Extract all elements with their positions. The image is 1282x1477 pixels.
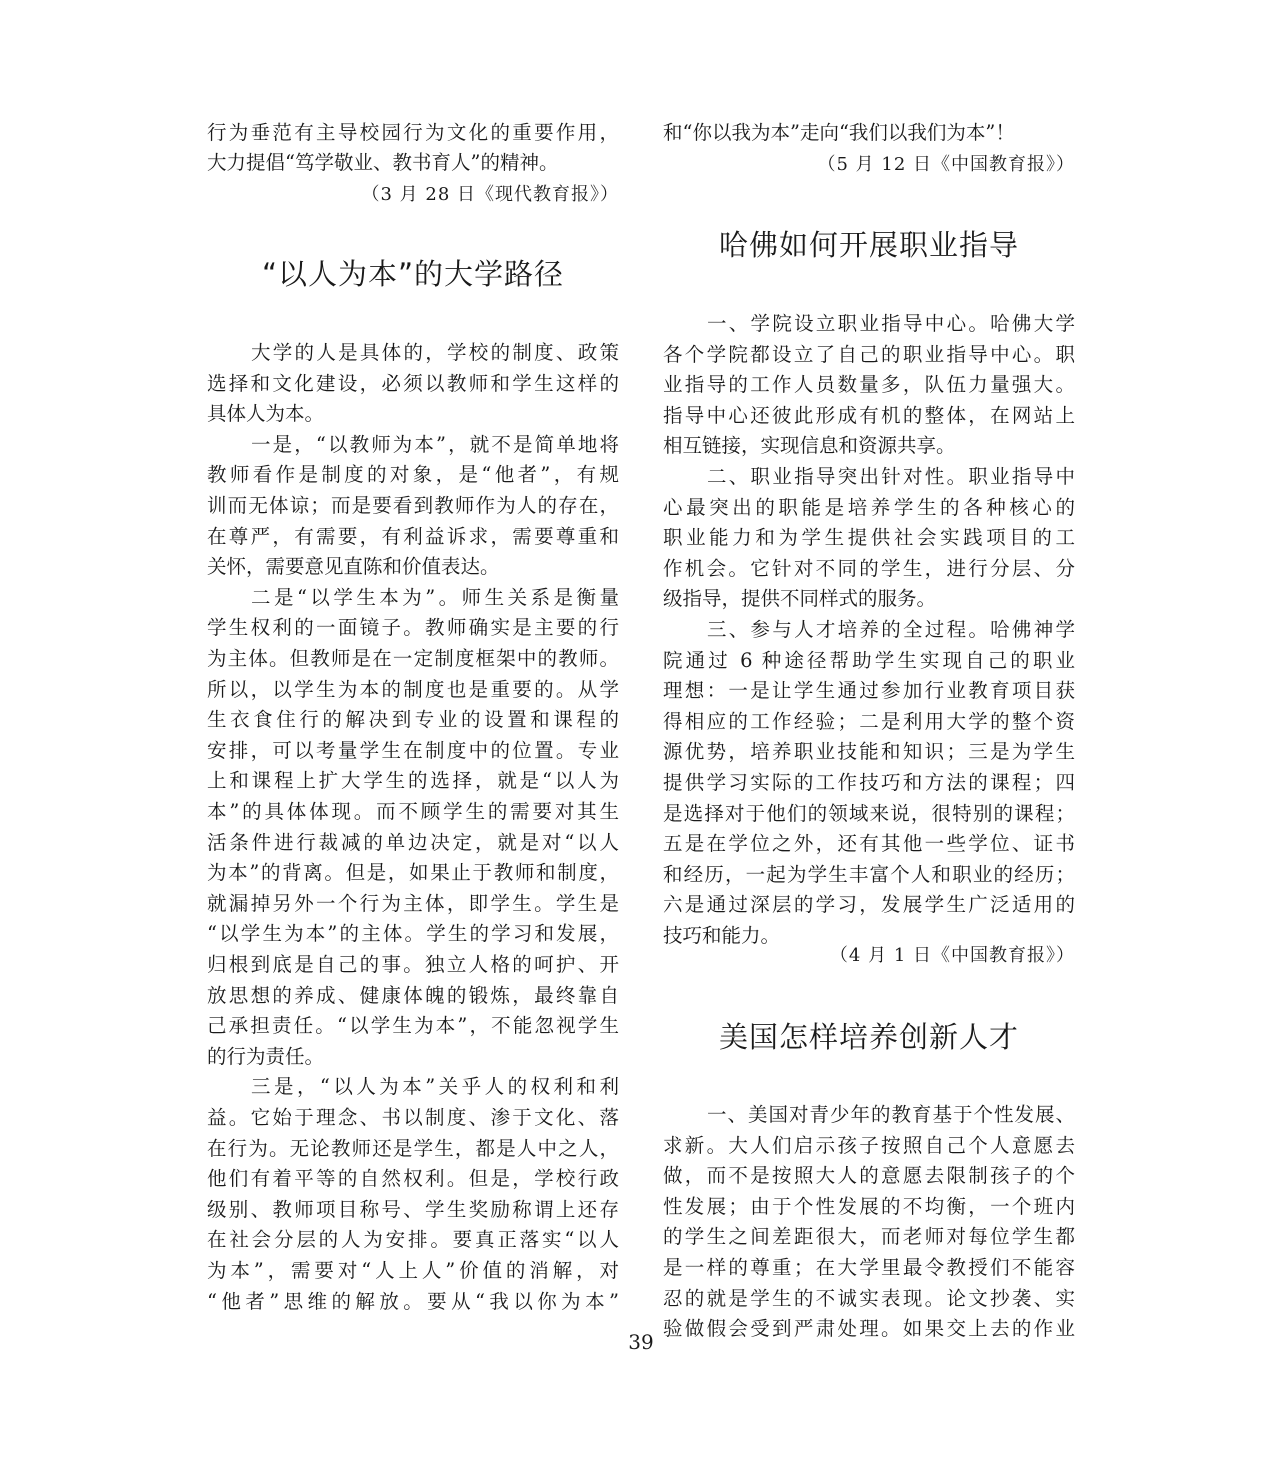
section-text: 。哈佛神学 — [968, 618, 1075, 641]
body-line — [663, 860, 1075, 890]
page-number: 39 — [628, 1330, 654, 1354]
section-text: 性发展；由于个性发展的不均衡，一个班内 — [663, 1194, 1075, 1218]
section-text: 五是在学位之外，还有其他一些学位、证书 — [663, 832, 1075, 856]
body-line — [663, 646, 1075, 676]
section-text: 业指导的工作人员数量多，队伍力量强大。 — [663, 373, 1075, 397]
section-text: 作机会。它针对不同的学生，进行分层、分 — [663, 556, 1075, 580]
body-line: 所以，以学生为本的制度也是重要的。从学 — [207, 677, 619, 701]
body-line: “以学生为本”的主体。学生的学习和发展， — [207, 922, 619, 946]
section-text: 六是通过深层的学习，发展学生广泛适用的 — [663, 893, 1075, 917]
body-line — [663, 584, 1075, 614]
body-line: 一是，“以教师为本”，就不是简单地将 — [251, 432, 619, 456]
body-line — [663, 768, 1075, 798]
section-text: 相互链接，实现信息和资源共享。 — [663, 434, 956, 458]
body-line: 学生权利的一面镜子。教师确实是主要的行 — [207, 616, 619, 640]
section-text: 院通过 6 种途径帮助学生实现自己的职业 — [663, 648, 1075, 672]
section-text: 职业能力和为学生提供社会实践项目的工 — [663, 526, 1075, 550]
body-line: 为本”，需要对“人上人”价值的消解，对 — [207, 1259, 619, 1282]
section-text: 指导中心还彼此形成有机的整体，在网站上 — [663, 403, 1075, 427]
body-line: 就漏掉另外一个行为主体，即学生。学生是 — [207, 891, 619, 915]
section-text: 理想：一是让学生通过参加行业教育项目获 — [663, 679, 1075, 703]
section-text: 和经历，一起为学生丰富个人和职业的经历； — [663, 862, 1075, 886]
intro-line: 大力提倡“笃学敬业、教书育人”的精神。 — [207, 151, 559, 174]
section-lead: 一、美国对青少年的教育基于个性发展、 — [707, 1103, 1075, 1126]
intro-line: 行为垂范有主导校园行为文化的重要作用， — [207, 121, 619, 144]
body-line — [663, 1161, 1075, 1191]
section-lead: 一、学院设立职业指导中心 — [707, 312, 969, 335]
body-line — [663, 890, 1075, 920]
body-line — [663, 1253, 1075, 1283]
body-line — [663, 676, 1075, 706]
body-line — [663, 737, 1075, 767]
body-line: 活条件进行裁减的单边决定，就是对“以人 — [207, 830, 619, 854]
source-citation: （5 月 12 日《中国教育报》） — [817, 154, 1075, 175]
section-lead: 求新 — [663, 1133, 707, 1157]
body-line — [663, 1222, 1075, 1252]
section-text: 的学生之间差距很大，而老师对每位学生都 — [663, 1225, 1075, 1249]
section-text: 提供学习实际的工作技巧和方法的课程；四 — [663, 771, 1075, 794]
section-text: 。大人们启示孩子按照自己个人意愿去 — [706, 1133, 1075, 1157]
body-line: 为本”的背离。但是，如果止于教师和制度， — [207, 861, 619, 885]
section-text: 做，而不是按照大人的意愿去限制孩子的个 — [663, 1164, 1075, 1188]
body-line: 关怀，需要意见直陈和价值表达。 — [207, 555, 500, 579]
body-line: 安排，可以考量学生在制度中的位置。专业 — [207, 738, 619, 762]
section-text: 验做假会受到严肃处理。如果交上去的作业 — [663, 1317, 1075, 1341]
source-citation: （3 月 28 日《现代教育报》） — [361, 184, 619, 205]
body-line: 级别、教师项目称号、学生奖励称谓上还存 — [207, 1197, 619, 1221]
body-line: 上和课程上扩大学生的选择，就是“以人为 — [207, 769, 619, 793]
body-line: 的行为责任。 — [207, 1044, 325, 1068]
article-heading: 哈佛如何开展职业指导 — [718, 228, 1019, 262]
section-text: 源优势，培养职业技能和知识；三是为学生 — [663, 740, 1075, 764]
body-line — [663, 309, 1075, 339]
body-line — [663, 799, 1075, 829]
section-text: 得相应的工作经验；二是利用大学的整个资 — [663, 709, 1075, 733]
body-line — [663, 554, 1075, 584]
body-line — [663, 1131, 1075, 1161]
body-line — [663, 707, 1075, 737]
body-line: 生衣食住行的解决到专业的设置和课程的 — [207, 708, 619, 732]
body-line: 在行为。无论教师还是学生，都是人中之人， — [207, 1136, 619, 1160]
body-line — [663, 370, 1075, 400]
body-line: 放思想的养成、健康体魄的锻炼，最终靠自 — [207, 983, 619, 1007]
body-line: 归根到底是自己的事。独立人格的呵护、开 — [207, 953, 619, 976]
intro-line: 和“你以我为本”走向“我们以我们为本”！ — [663, 121, 1015, 144]
section-text: 是一样的尊重；在大学里最令教授们不能容 — [663, 1256, 1075, 1279]
source-citation: （4 月 1 日《中国教育报》） — [829, 945, 1075, 966]
body-line: 选择和文化建设，必须以教师和学生这样的 — [207, 371, 619, 395]
body-line: 在尊严，有需要，有利益诉求，需要尊重和 — [207, 524, 619, 548]
body-line: 在社会分层的人为安排。要真正落实“以人 — [207, 1228, 619, 1252]
article-heading: “以人为本”的大学路径 — [261, 257, 565, 291]
body-line: 大学的人是具体的，学校的制度、政策 — [251, 341, 619, 364]
body-line — [663, 1100, 1075, 1130]
body-line — [663, 1284, 1075, 1314]
body-line — [663, 493, 1075, 523]
body-line: 为主体。但教师是在一定制度框架中的教师。 — [207, 647, 619, 670]
body-line: 训而无体谅；而是要看到教师作为人的存在， — [207, 494, 619, 517]
body-line: “他者”思维的解放。要从“我以你为本” — [207, 1289, 619, 1313]
section-text: 。职业指导中 — [946, 465, 1075, 488]
body-line — [663, 615, 1075, 645]
body-line — [663, 431, 1075, 461]
section-lead: 三、参与人才培养的全过程 — [707, 618, 969, 641]
body-line: 三是，“以人为本”关乎人的权利和利 — [251, 1075, 619, 1099]
body-line — [663, 462, 1075, 492]
section-text: 是选择对于他们的领域来说，很特别的课程； — [663, 801, 1075, 825]
section-text: 。哈佛大学 — [968, 312, 1075, 335]
section-text: 忍的就是学生的不诚实表现。论文抄袭、实 — [663, 1286, 1075, 1310]
body-line: 他们有着平等的自然权利。但是，学校行政 — [207, 1167, 619, 1191]
section-text: 各个学院都设立了自己的职业指导中心。职 — [663, 342, 1075, 366]
section-text: 技巧和能力。 — [663, 924, 781, 947]
body-line — [663, 829, 1075, 859]
body-line: 二是“以学生本为”。师生关系是衡量 — [251, 585, 619, 609]
article-heading: 美国怎样培养创新人才 — [718, 1020, 1019, 1054]
body-line — [663, 340, 1075, 370]
body-line: 具体人为本。 — [207, 402, 325, 426]
body-line — [663, 523, 1075, 553]
body-line: 本”的具体体现。而不顾学生的需要对其生 — [207, 800, 619, 823]
section-text: 心最突出的职能是培养学生的各种核心的 — [663, 495, 1075, 519]
body-line: 教师看作是制度的对象，是“他者”，有规 — [207, 463, 619, 487]
body-line: 己承担责任。“以学生为本”，不能忽视学生 — [207, 1014, 619, 1038]
body-line — [663, 1192, 1075, 1222]
body-line: 益。它始于理念、书以制度、渗于文化、落 — [207, 1106, 619, 1129]
body-line — [663, 401, 1075, 431]
section-text: 级指导，提供不同样式的服务。 — [663, 587, 937, 611]
section-lead: 二、职业指导突出针对性 — [707, 465, 947, 488]
